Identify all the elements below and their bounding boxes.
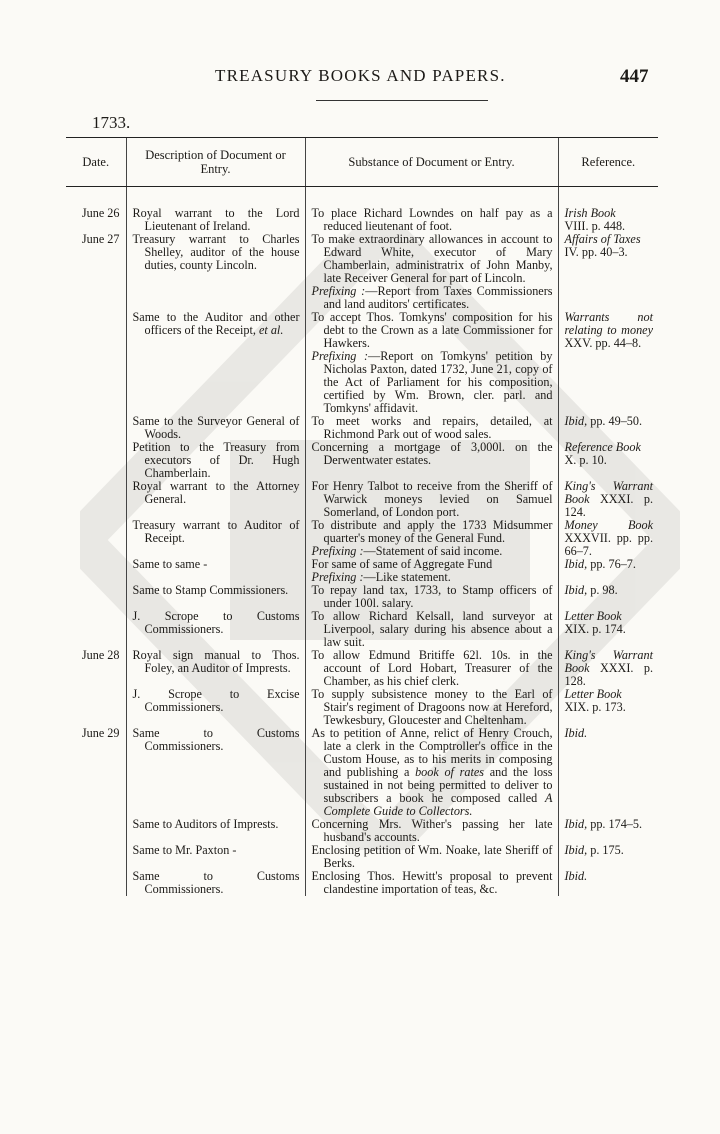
page-header xyxy=(0,62,720,92)
reference-pages: XXXI. p. 128. xyxy=(564,661,654,688)
entry-reference xyxy=(558,688,658,727)
entry-description: Royal sign manual to Thos. Foley, an Auditor of Imprests. xyxy=(132,648,300,675)
running-title: TREASURY BOOKS AND PAPERS. xyxy=(215,66,506,85)
reference-volume: Affairs of Taxes xyxy=(564,232,641,246)
entry-description: Royal warrant to the Lord Lieutenant of Ireland. xyxy=(132,206,300,233)
entry-description: Same to the Auditor and other officers of the Receipt, et al. xyxy=(132,310,300,337)
entry-prefixing-note: Prefixing :—Report on Tomkyns' petition by Nicholas Paxton, dated 1732, June 21, copy of the Act of Parliament for his composition, certified by Wm. Brown, cler. parl. and Tomkyns' affidavit. xyxy=(311,349,553,415)
entry-substance: To make extraordinary allowances in account to Edward White, executor of Mary Chamberlain, administratrix of John Manby, late Receiver General for part of Lincoln. xyxy=(311,232,553,285)
column-header-description: Description of Document or Entry. xyxy=(126,138,305,187)
entry-substance: To allow Edmund Britiffe 62l. 10s. in the account of Lord Hobart, Treasurer of the Chamber, as his chief clerk. xyxy=(311,648,553,688)
table-row xyxy=(66,480,658,519)
reference-volume: King's Warrant Book xyxy=(564,648,653,675)
reference-volume: Ibid, xyxy=(564,414,588,428)
entry-prefixing-note: Prefixing :—Like statement. xyxy=(311,570,451,584)
reference-pages: XIX. p. 174. xyxy=(564,622,626,636)
entry-prefixing-note: Prefixing :—Statement of said income. xyxy=(311,544,503,558)
entry-reference xyxy=(558,519,658,558)
entry-reference xyxy=(558,870,658,896)
entry-description: Same to the Surveyor General of Woods. xyxy=(132,414,300,441)
entry-reference xyxy=(558,187,658,234)
entry-date xyxy=(66,818,126,844)
entry-description: Same to Customs Commissioners. xyxy=(132,726,300,753)
entry-substance: For same of same of Aggregate Fund xyxy=(311,557,493,571)
entry-reference xyxy=(558,649,658,688)
entry-substance: To meet works and repairs, detailed, at Richmond Park out of wood sales. xyxy=(311,414,553,441)
entry-description: Same to same - xyxy=(132,557,208,571)
table-row xyxy=(66,233,658,311)
entry-description: Same to Stamp Commissioners. xyxy=(132,583,289,597)
entry-description: Treasury warrant to Auditor of Receipt. xyxy=(132,518,300,545)
entry-date xyxy=(66,558,126,584)
column-header-reference: Reference. xyxy=(558,138,658,187)
reference-volume: Ibid. xyxy=(564,726,588,740)
reference-pages: pp. 49–50. xyxy=(590,414,643,428)
reference-pages: pp. 76–7. xyxy=(590,557,636,571)
entry-date xyxy=(66,441,126,480)
entry-date xyxy=(66,610,126,649)
entry-description: Petition to the Treasury from executors of Dr. Hugh Chamberlain. xyxy=(132,440,300,480)
entry-reference xyxy=(558,233,658,311)
entry-substance: To distribute and apply the 1733 Midsummer quarter's money of the General Fund. xyxy=(311,518,553,545)
entry-date: June 28 xyxy=(81,648,120,662)
table-row xyxy=(66,818,658,844)
reference-pages: XXV. pp. 44–8. xyxy=(564,336,642,350)
entry-reference xyxy=(558,610,658,649)
table-row xyxy=(66,415,658,441)
entry-substance: For Henry Talbot to receive from the Sheriff of Warwick moneys levied on Samuel Somerland, of London port. xyxy=(311,479,553,519)
reference-volume: Money Book xyxy=(564,518,653,532)
entry-reference xyxy=(558,727,658,818)
entry-substance: To place Richard Lowndes on half pay as a reduced lieutenant of foot. xyxy=(311,206,553,233)
entry-substance: Concerning a mortgage of 3,000l. on the Derwentwater estates. xyxy=(311,440,553,467)
entry-date: June 27 xyxy=(81,232,120,246)
entry-description: Same to Auditors of Imprests. xyxy=(132,817,279,831)
entry-description: J. Scrope to Excise Commissioners. xyxy=(132,687,300,714)
entry-date xyxy=(66,584,126,610)
entry-date: June 29 xyxy=(81,726,120,740)
table-row xyxy=(66,649,658,688)
table-row xyxy=(66,844,658,870)
reference-volume: Irish Book xyxy=(564,206,616,220)
column-header-substance: Substance of Document or Entry. xyxy=(305,138,558,187)
entry-reference xyxy=(558,844,658,870)
entry-substance: Concerning Mrs. Wither's passing her late husband's accounts. xyxy=(311,817,553,844)
entry-reference xyxy=(558,558,658,584)
reference-volume: King's Warrant Book xyxy=(564,479,653,506)
entry-reference xyxy=(558,415,658,441)
entry-description: Treasury warrant to Charles Shelley, auditor of the house duties, county Lincoln. xyxy=(132,232,300,272)
table-row xyxy=(66,187,658,234)
entry-substance: Enclosing petition of Wm. Noake, late Sheriff of Berks. xyxy=(311,843,553,870)
table-row xyxy=(66,610,658,649)
reference-pages: pp. 174–5. xyxy=(590,817,643,831)
entry-date xyxy=(66,519,126,558)
entry-date xyxy=(66,870,126,896)
reference-volume: Letter Book xyxy=(564,687,622,701)
entry-substance: To allow Richard Kelsall, land surveyor at Liverpool, salary during his absence about a law suit. xyxy=(311,609,553,649)
table-header-row xyxy=(66,138,658,187)
entry-reference xyxy=(558,441,658,480)
reference-volume: Reference Book xyxy=(564,440,641,454)
entry-substance: Enclosing Thos. Hewitt's proposal to prevent clandestine importation of teas, &c. xyxy=(311,869,553,896)
reference-volume: Ibid, xyxy=(564,583,588,597)
entry-substance: To repay land tax, 1733, to Stamp officers of under 100l. salary. xyxy=(311,583,553,610)
entry-description: Same to Mr. Paxton - xyxy=(132,843,237,857)
reference-pages: p. 175. xyxy=(590,843,624,857)
reference-volume: Ibid, xyxy=(564,843,588,857)
reference-pages: VIII. p. 448. xyxy=(564,219,626,233)
reference-pages: XXXI. p. 124. xyxy=(564,492,654,519)
table-row xyxy=(66,519,658,558)
calendar-table xyxy=(66,137,658,896)
reference-volume: Ibid, xyxy=(564,557,588,571)
entry-reference xyxy=(558,480,658,519)
reference-volume: Letter Book xyxy=(564,609,622,623)
entry-substance: As to petition of Anne, relict of Henry Crouch, late a clerk in the Comptroller's office in the Custom House, as to his merits in composing and publishing a book of rates and the loss sustained in not being permitted to deliver to subscribers a book he composed called A Complete Guide to Collectors. xyxy=(311,726,553,818)
reference-pages: IV. pp. 40–3. xyxy=(564,245,628,259)
entry-reference xyxy=(558,584,658,610)
entry-date xyxy=(66,415,126,441)
reference-volume: Ibid. xyxy=(564,869,588,883)
entry-prefixing-note: Prefixing :—Report from Taxes Commissioners and land auditors' certificates. xyxy=(311,284,553,311)
table-row xyxy=(66,558,658,584)
reference-pages: XXXVII. pp. pp. 66–7. xyxy=(564,531,653,558)
entry-date xyxy=(66,311,126,415)
table-row xyxy=(66,688,658,727)
entry-reference xyxy=(558,311,658,415)
reference-volume: Warrants not relating to money xyxy=(564,310,653,337)
entry-date xyxy=(66,688,126,727)
entry-substance: To supply subsistence money to the Earl of Stair's regiment of Dragoons now at Hereford, Tewkesbury, Gloucester and Cheltenham. xyxy=(311,687,553,727)
entry-date xyxy=(66,844,126,870)
entry-description: Royal warrant to the Attorney General. xyxy=(132,479,300,506)
column-header-date: Date. xyxy=(66,138,126,187)
entry-substance: To accept Thos. Tomkyns' composition for his debt to the Crown as a late Commissioner for Hawkers. xyxy=(311,310,553,350)
table-row xyxy=(66,311,658,415)
reference-pages: p. 98. xyxy=(590,583,618,597)
page-number: 447 xyxy=(620,66,649,87)
entry-description: Same to Customs Commissioners. xyxy=(132,869,300,896)
reference-pages: X. p. 10. xyxy=(564,453,607,467)
entry-date: June 26 xyxy=(81,206,120,220)
header-rule xyxy=(316,100,488,101)
table-row xyxy=(66,870,658,896)
table-row xyxy=(66,727,658,818)
entry-reference xyxy=(558,818,658,844)
reference-pages: XIX. p. 173. xyxy=(564,700,626,714)
entry-date xyxy=(66,480,126,519)
year-heading: 1733. xyxy=(92,113,131,132)
table-row xyxy=(66,441,658,480)
entry-description: J. Scrope to Customs Commissioners. xyxy=(132,609,300,636)
reference-volume: Ibid, xyxy=(564,817,588,831)
table-row xyxy=(66,584,658,610)
